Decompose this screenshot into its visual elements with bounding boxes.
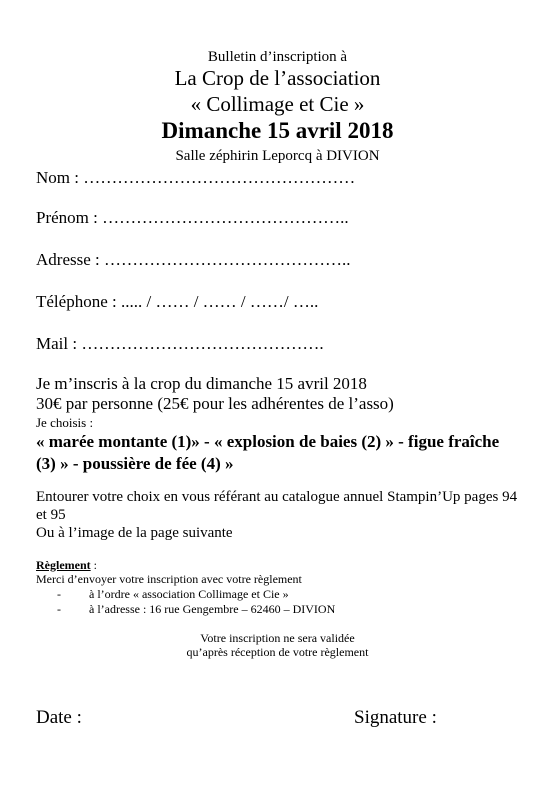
options-line-1: « marée montante (1)» - « explosion de baies (2) » - figue fraîche: [36, 432, 500, 451]
event-date: Dimanche 15 avril 2018: [161, 118, 394, 143]
reglement-bullet-1: à l’ordre « association Collimage et Cie »: [89, 587, 289, 601]
options-line-2: (3) » - poussière de fée (4) »: [36, 454, 234, 473]
reglement-title: Règlement: [36, 558, 91, 572]
reglement-bullet-2: à l’adresse : 16 rue Gengembre – 62460 – DIVION: [89, 602, 336, 616]
inscription-price: 30€ par personne (25€ pour les adhérentes de l’asso): [36, 394, 394, 413]
instruction-line-1: Entourer votre choix en vous référant au catalogue annuel Stampin’Up pages 94: [36, 489, 518, 505]
header-line-2: La Crop de l’association: [174, 66, 381, 90]
choose-label: Je choisis :: [36, 415, 94, 430]
reglement-heading: [36, 558, 97, 573]
instruction-line-3: Ou à l’image de la page suivante: [36, 525, 233, 541]
notice-line-2: qu’après réception de votre règlement: [186, 645, 369, 659]
field-telephone: Téléphone : ..... / …… / …… / ……/ …..: [36, 292, 319, 311]
instruction-line-2: et 95: [36, 507, 66, 523]
signature-label: Signature :: [354, 707, 437, 728]
field-mail: Mail : …………………………………….: [36, 334, 324, 353]
reglement-intro: Merci d’envoyer votre inscription avec votre règlement: [36, 572, 302, 586]
field-prenom: Prénom : ……………………………………..: [36, 208, 349, 227]
event-venue: Salle zéphirin Leporcq à DIVION: [175, 148, 380, 164]
bullet-marker: -: [57, 587, 61, 601]
date-label: Date :: [36, 707, 82, 728]
bullet-marker: -: [57, 602, 61, 616]
inscription-line-1: Je m’inscris à la crop du dimanche 15 avril 2018: [36, 374, 367, 393]
field-nom: Nom : …………………………………………: [36, 168, 356, 187]
field-adresse: Adresse : ……………………………………..: [36, 250, 351, 269]
header-line-3: « Collimage et Cie »: [190, 92, 365, 116]
header-line-1: Bulletin d’inscription à: [207, 49, 348, 65]
reglement-title-suffix: :: [90, 558, 97, 572]
notice-line-1: Votre inscription ne sera validée: [200, 631, 355, 645]
